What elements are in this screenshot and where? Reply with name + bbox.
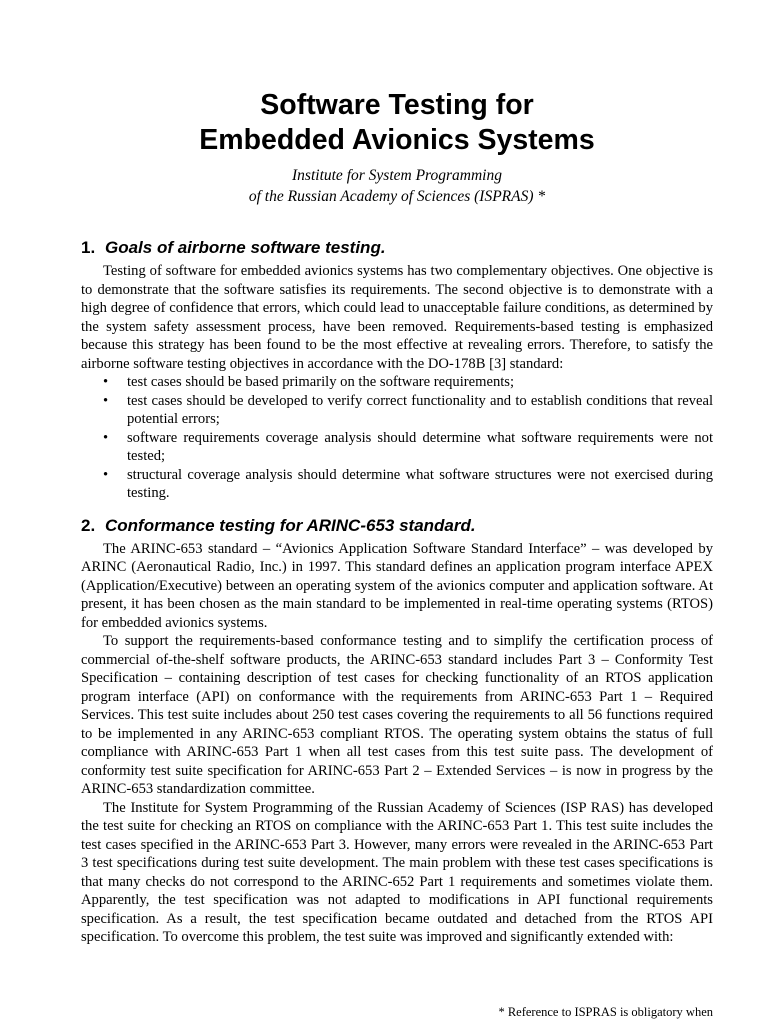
list-item [81,392,713,429]
list-item [81,466,713,503]
section-1-heading [81,237,713,259]
bullet-icon: • [103,374,109,390]
document-title [81,88,713,158]
list-item [81,373,713,392]
document-page [81,0,713,947]
section-1-title: Goals of airborne software testing. [105,238,386,257]
affiliation-line-2: of the Russian Academy of Sciences (ISPRAS) * [248,188,546,205]
bullet-icon: • [103,429,109,446]
section-1-number: 1. [81,238,96,257]
title-line-2: Embedded Avionics Systems [199,124,595,156]
section-2-title: Conformance testing for ARINC-653 standard. [105,515,476,535]
list-item-text: structural coverage analysis should determine what software structures were not exercised during testing. [127,466,713,501]
section-2-paragraph-2: To support the requirements-based conformance testing and to simplify the certification process of commercial of-the-shelf software products, the ARINC-653 standard includes Part 3 – Conformity Test Specification – containing description of test cases for checking functionality of an RTOS application program interface (API) on conformance with the requirements from ARINC-653 Part 1 – Required Services. This test suite includes about 250 test cases covering the requirements to all 56 functions required to be implemented in any ARINC-653 compliant RTOS. The operating system obtains the status of full compliance with ARINC-653 Part 1 when all test cases from this test suite pass. The development of conformity test suite specification for ARINC-653 Part 2 – Extended Services – is now in progress by the ARINC-653 standardization committee. [81,633,713,797]
bullet-icon: • [103,466,109,483]
section-2-number: 2. [81,515,96,535]
objectives-list [81,373,713,503]
section-2-paragraph-1: The ARINC-653 standard – “Avionics Application Software Standard Interface” – was developed by ARINC (Aeronautical Radio, Inc.) in 1997. This standard defines an application program interface APEX (Application/Executive) between an operating system of the avionics computer and application software. At present, it has been chosen as the main standard to be implemented in real-time operating systems (RTOS) for embedded avionics systems. [81,540,713,631]
title-line-1: Software Testing for [260,89,534,121]
list-item-text: test cases should be based primarily on the software requirements; [127,374,515,390]
section-1-paragraph-1: Testing of software for embedded avionics systems has two complementary objectives. One objective is to demonstrate that the software satisfies its requirements. The second objective is to demonstrate with a high degree of confidence that errors, which could lead to unacceptable failure conditions, as determined by the system safety assessment process, have been removed. Requirements-based testing is emphasized because this strategy has been found to be the most effective at revealing errors. Therefore, to satisfy the airborne software testing objectives in accordance with the DO-178B [3] standard: [81,263,713,372]
affiliation [81,165,713,207]
list-item [81,429,713,466]
bullet-icon: • [103,392,109,409]
affiliation-line-1: Institute for System Programming [292,167,502,184]
list-item-text: test cases should be developed to verify correct functionality and to establish conditions that reveal potential errors; [127,392,713,427]
list-item-text: software requirements coverage analysis should determine what software requirements were not tested; [127,429,713,464]
section-2-heading [81,515,713,537]
section-2-paragraph-3: The Institute for System Programming of the Russian Academy of Sciences (ISP RAS) has developed the test suite for checking an RTOS on compliance with the ARINC-653 Part 1. This test suite includes the test cases specified in the ARINC-653 Part 3. However, many errors were revealed in the ARINC-653 Part 3 test specifications during test suite development. The main problem with these test cases specifications is that many checks do not correspond to the ARINC-652 Part 1 requirements and sometimes violate them. Apparently, the test specification was not adapted to modifications in API functional requirements specification. As a result, the test specification became outdated and detached from the RTOS API specification. To overcome this problem, the test suite was improved and significantly extended with: [81,799,713,945]
footnote: * Reference to ISPRAS is obligatory when [498,1005,713,1019]
